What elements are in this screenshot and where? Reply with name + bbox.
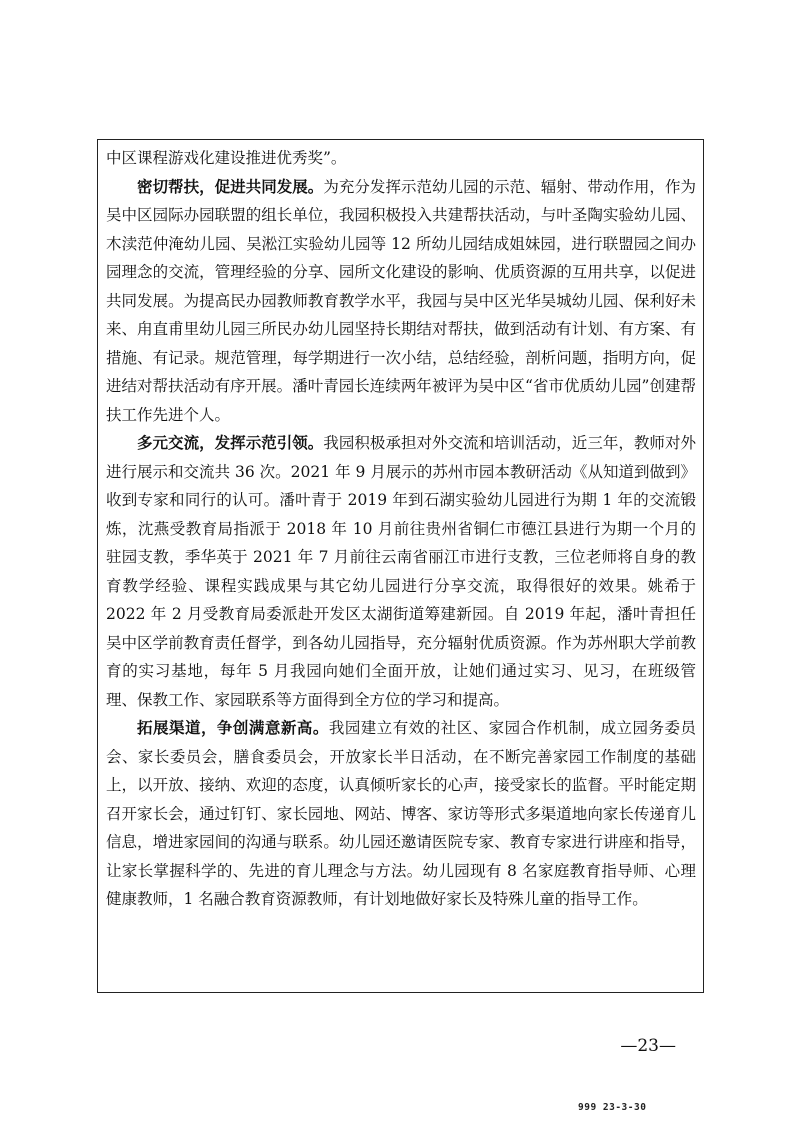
paragraph-text: 我园积极承担对外交流和培训活动，近三年，教师对外进行展示和交流共 36 次。2021 年 9 月展示的苏州市园本教研活动《从知道到做到》收到专家和同行的认可。潘叶青于 2019 年到石湖实验幼儿园进行为期 1 年的交流锻炼，沈燕受教育局指派于 2018 年 10 月前往贵州省铜仁市德江县进行为期一个月的驻园支教，季华英于 2021 年 7 月前往云南省丽江市进行支教，三位老师将自身的教育教学经验、课程实践成果与其它幼儿园进行分享交流，取得很好的效果。姚希于 2022 年 2 月受教育局委派赴开发区太湖街道筹建新园。自 2019 年起，潘叶青担任吴中区学前教育责任督学，到各幼儿园指导，充分辐射优质资源。作为苏州职大学前教育的实习基地，每年 5 月我园向她们全面开放，让她们通过实习、见习，在班级管理、保教工作、家园联系等方面得到全方位的学习和提高。: [106, 434, 696, 709]
paragraph-text: 为充分发挥示范幼儿园的示范、辐射、带动作用，作为吴中区园际办园联盟的组长单位，我园积极投入共建帮扶活动，与叶圣陶实验幼儿园、木渎范仲淹幼儿园、吴淞江实验幼儿园等 12 所幼儿园结成姐妹园，进行联盟园之间办园理念的交流，管理经验的分享、园所文化建设的影响、优质资源的互用共享，以促进共同发展。为提高民办园教师教育教学水平，我园与吴中区光华吴城幼儿园、保利好未来、甪直甫里幼儿园三所民办幼儿园坚持长期结对帮扶，做到活动有计划、有方案、有措施、有记录。规范管理，每学期进行一次小结，总结经验，剖析问题，指明方向，促进结对帮扶活动有序开展。潘叶青园长连续两年被评为吴中区“省市优质幼儿园”创建帮扶工作先进个人。: [106, 177, 696, 424]
paragraph-continuation: 中区课程游戏化建设推进优秀奖”。: [106, 149, 347, 167]
paragraph-heading: 多元交流，发挥示范引领。: [137, 433, 324, 452]
page-number: —23—: [620, 1036, 676, 1056]
paragraph-heading: 密切帮扶，促进共同发展。: [137, 176, 324, 196]
paragraph-mutual-assistance: [106, 173, 696, 430]
paragraph-diverse-exchange: [106, 429, 696, 714]
paragraph-text: 我园建立有效的社区、家园合作机制，成立园务委员会、家长委员会，膳食委员会，开放家长半日活动，在不断完善家园工作制度的基础上，以开放、接纳、欢迎的态度，认真倾听家长的心声，接受家长的监督。平时能定期召开家长会，通过钉钉、家长园地、网站、博客、家访等形式多渠道地向家长传递育儿信息，增进家园间的沟通与联系。幼儿园还邀请医院专家、教育专家进行讲座和指导，让家长掌握科学的、先进的育儿理念与方法。幼儿园现有 8 名家庭教育指导师、心理健康教师，1 名融合教育资源教师，有计划地做好家长及特殊儿童的指导工作。: [106, 719, 696, 908]
print-stamp: 999 23-3-30: [578, 1102, 647, 1113]
paragraph-heading: 拓展渠道，争创满意新高。: [137, 718, 329, 737]
paragraph-expand-channels: [106, 714, 696, 914]
document-body: [106, 144, 696, 914]
